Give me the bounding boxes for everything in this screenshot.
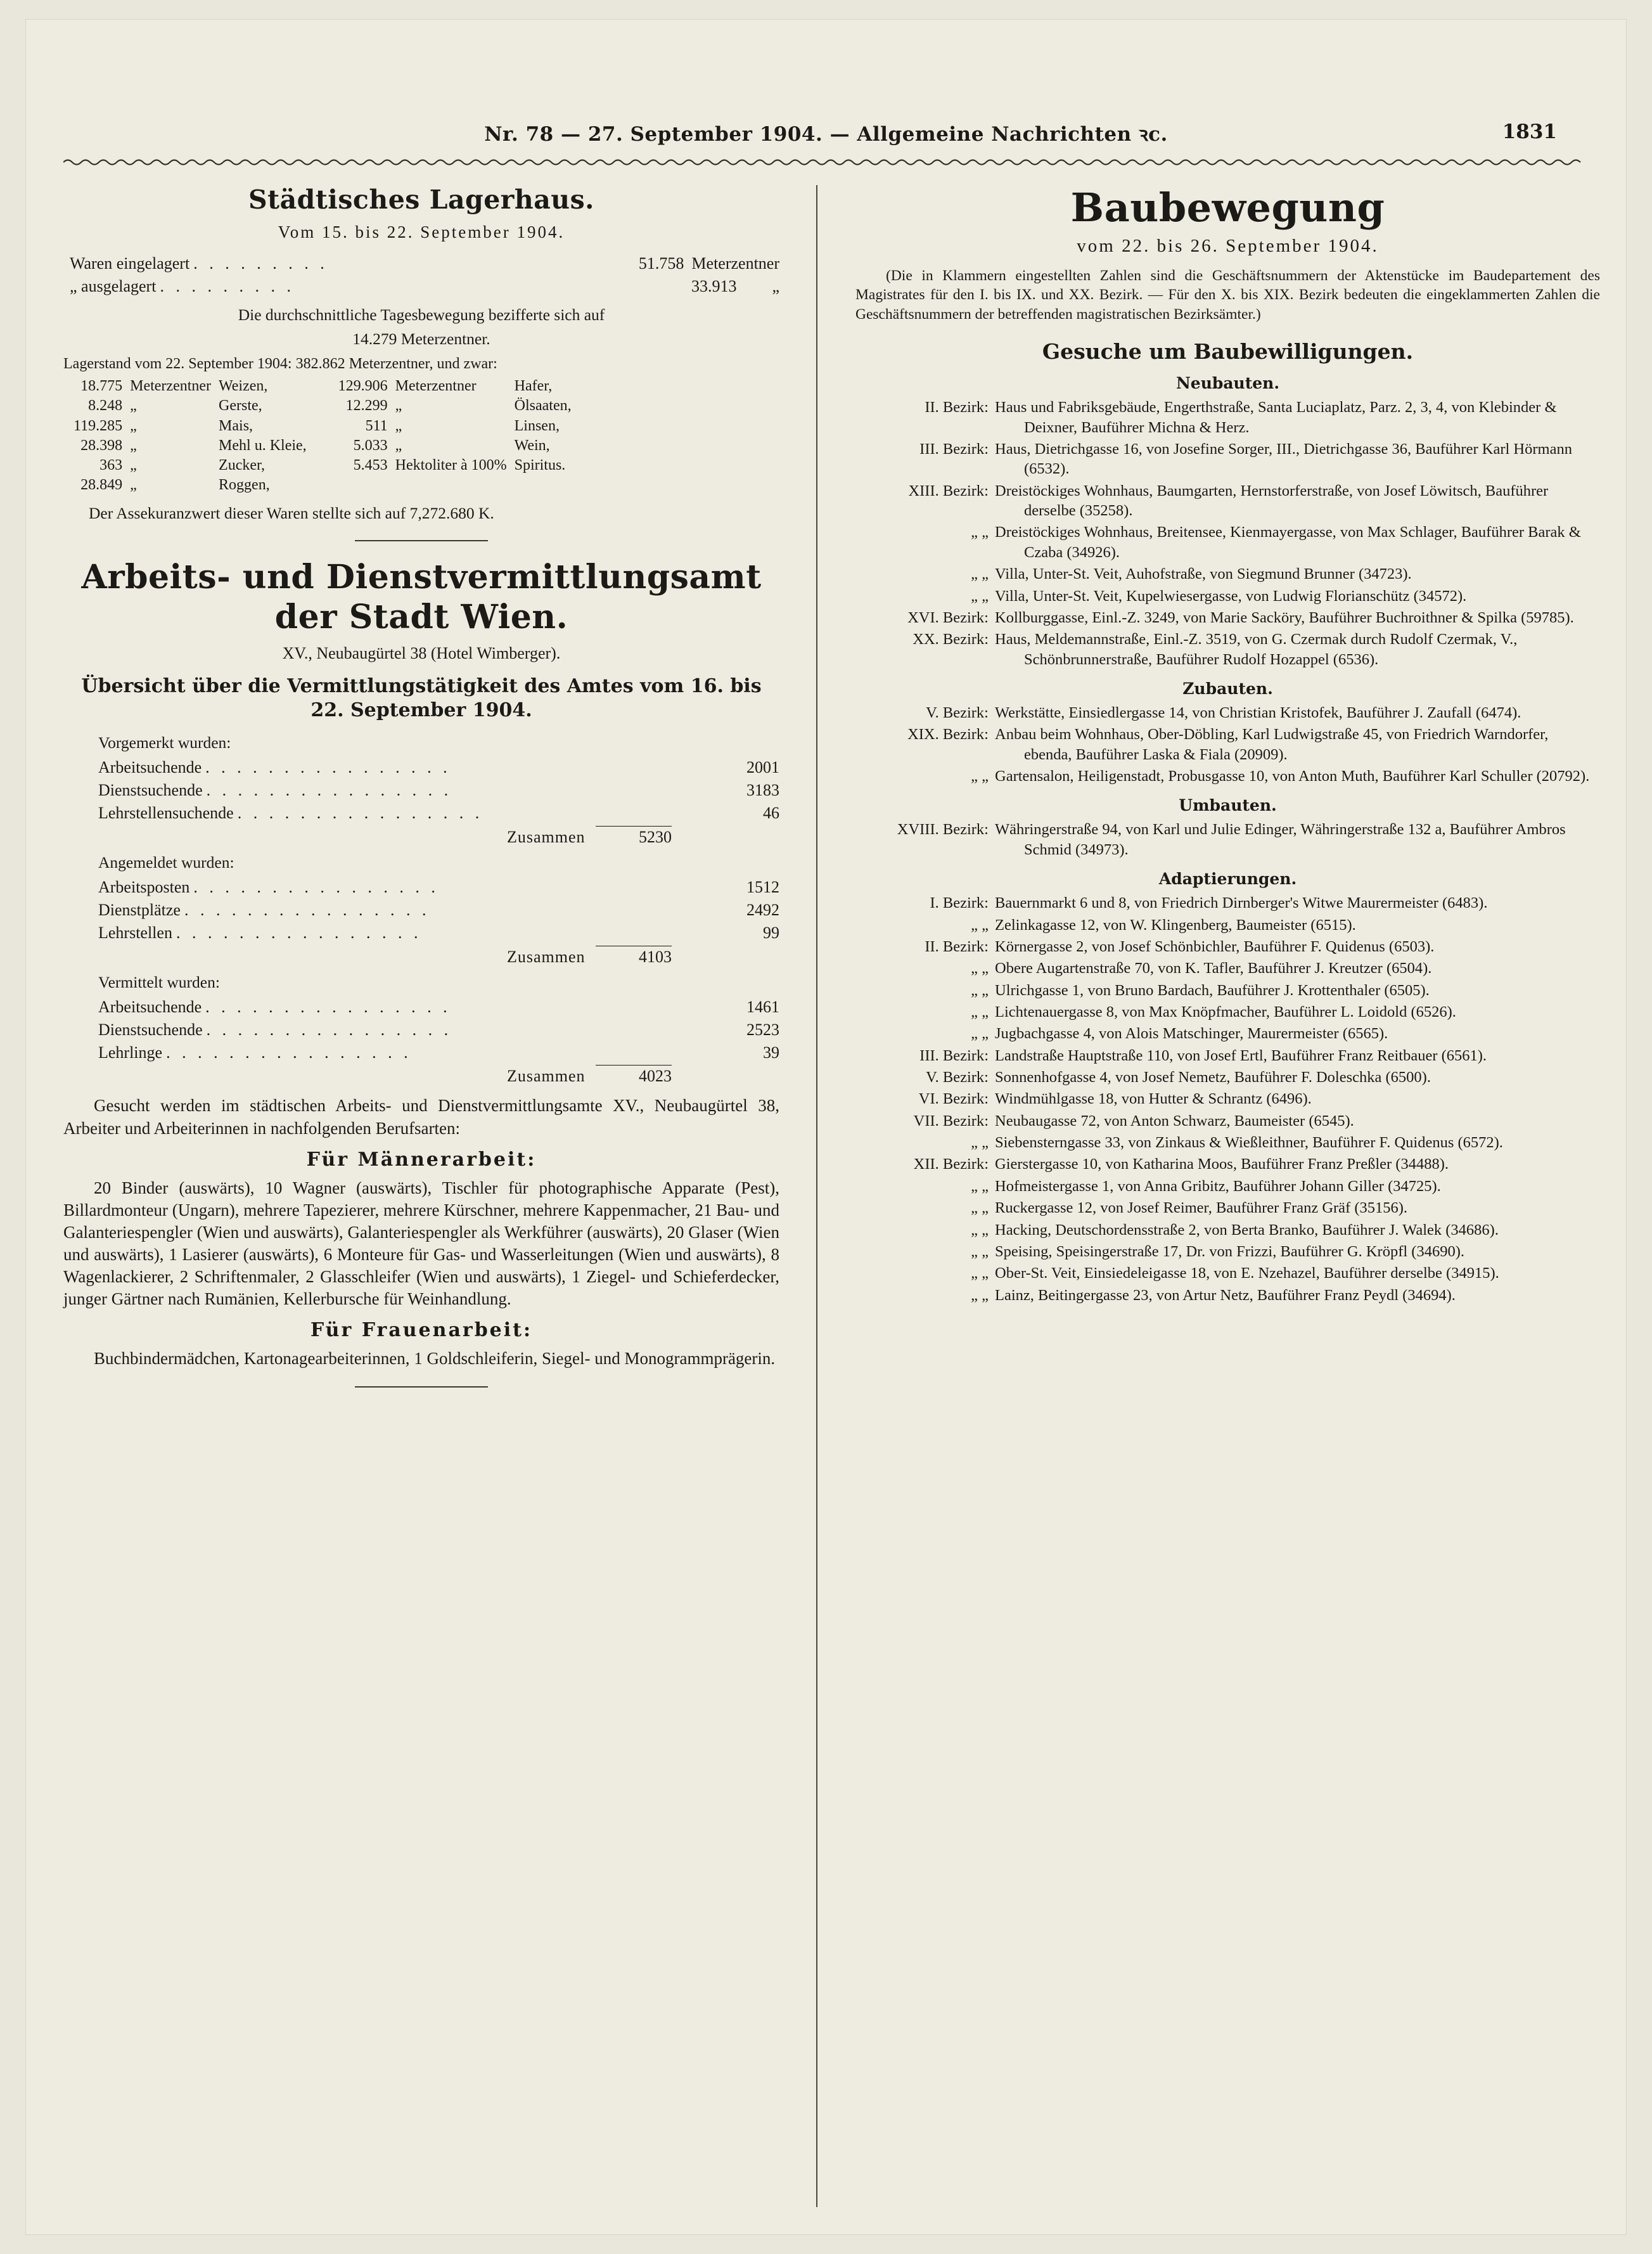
- entry-district: VII. Bezirk:: [913, 1112, 989, 1130]
- entry-text: Körnergasse 2, von Josef Schönbichler, Bauführer F. Quidenus (6503).: [995, 937, 1435, 955]
- header-wavy-rule: [63, 157, 1589, 166]
- column-divider: [816, 185, 817, 2207]
- dot-leader: . . . . . . . . . . . . . . . .: [205, 997, 451, 1016]
- entry-text: Siebensterngasse 33, von Zinkaus & Wießleithner, Bauführer F. Quidenus (6572).: [995, 1134, 1503, 1152]
- list-item: [855, 703, 1600, 723]
- section-divider-rule: [355, 540, 488, 541]
- dot-leader: . . . . . . . . .: [193, 254, 328, 273]
- cell-u1: „: [130, 417, 137, 434]
- stats-sum: [63, 946, 779, 967]
- stats-row: [63, 1041, 779, 1064]
- cell-u1: „: [130, 397, 137, 415]
- entry-list-zubauten: [855, 703, 1600, 786]
- list-item: [855, 724, 1600, 764]
- lagerhaus-title: Städtisches Lagerhaus.: [248, 184, 594, 215]
- stats-row-label: Arbeitsposten: [98, 878, 190, 897]
- stats-group: [63, 852, 779, 967]
- list-item: [855, 981, 1600, 1000]
- list-item: [855, 1024, 1600, 1043]
- dot-leader: . . . . . . . . . . . . . . . .: [166, 1043, 412, 1062]
- stats-row-value: 46: [763, 804, 779, 823]
- stats-row-value: 1512: [746, 878, 779, 897]
- entry-district: „ „: [971, 1003, 989, 1021]
- entry-text: Jugbachgasse 4, von Alois Matschinger, Maurermeister (6565).: [995, 1025, 1388, 1043]
- entry-text: Kollburggasse, Einl.-Z. 3249, von Marie Sacköry, Bauführer Buchroithner & Spilka (59785).: [995, 609, 1574, 626]
- stats-row-label: Dienstplätze: [98, 900, 181, 919]
- stats-row: [63, 922, 779, 944]
- entry-text: Hofmeistergasse 1, von Anna Gribitz, Bauführer Johann Giller (34725).: [995, 1177, 1441, 1195]
- dot-leader: . . . . . . . . . . . . . . . .: [176, 923, 422, 942]
- stats-row: [63, 802, 779, 825]
- entry-district: „ „: [971, 1265, 989, 1282]
- entry-text: Sonnenhofgasse 4, von Josef Nemetz, Bauführer F. Doleschka (6500).: [995, 1069, 1431, 1086]
- lagerhaus-stock-note: Lagerstand vom 22. September 1904: 382.862 Meterzentner, und zwar:: [63, 356, 497, 373]
- cell-n2: 5.033: [353, 437, 388, 454]
- section-divider-rule-bottom: [355, 1386, 488, 1388]
- stats-row: [63, 1019, 779, 1041]
- entry-district: „ „: [971, 1286, 989, 1304]
- entry-district: XIX. Bezirk:: [907, 726, 989, 744]
- table-row: [70, 456, 575, 475]
- list-item: [855, 608, 1600, 628]
- stats-row-label: Dienstsuchende: [98, 1020, 203, 1039]
- vermittlungsamt-overview-line1: Übersicht über die Vermittlungstätigkeit des Amtes vom 16. bis: [81, 675, 762, 698]
- page-header: [25, 120, 1627, 158]
- list-item: [855, 1089, 1600, 1109]
- paper-sheet: [25, 19, 1627, 2235]
- lagerhaus-insurance-note: Der Assekuranzwert dieser Waren stellte sich auf 7,272.680 K.: [89, 504, 494, 523]
- entry-district: „ „: [971, 1177, 989, 1195]
- stats-row-value: 2523: [746, 1020, 779, 1039]
- cell-g1: Mehl u. Kleie,: [219, 437, 307, 454]
- entry-district: XII. Bezirk:: [913, 1156, 989, 1173]
- lagerhaus-row-unit: Meterzentner: [691, 254, 779, 273]
- cell-g2: Hafer,: [514, 378, 553, 395]
- stats-row-value: 1461: [746, 997, 779, 1016]
- baubewegung-title: Baubewegung: [1070, 184, 1385, 231]
- table-row: [70, 377, 575, 396]
- stats-row-value: 99: [763, 923, 779, 942]
- cell-n2: 129.906: [338, 378, 388, 395]
- stats-row-value: 2492: [746, 900, 779, 919]
- list-item: [855, 629, 1600, 669]
- baubewegung-note: (Die in Klammern eingestellten Zahlen sind die Geschäftsnummern der Aktenstücke im Baudepartement des Magistrates für den I. bis IX. und XX. Bezirk. — Für den X. bis XIX. Bezirk bedeuten die eingeklammerten Zahlen die Geschäftsnummern der betreffenden magistratischen Bezirksämter.): [855, 267, 1600, 323]
- table-row: [70, 436, 575, 456]
- entry-list-adaptierungen: [855, 893, 1600, 1305]
- stats-sum-value: 5230: [596, 826, 672, 847]
- vermittlungsamt-title-line2: der Stadt Wien.: [274, 598, 568, 637]
- entry-district: „ „: [971, 960, 989, 977]
- list-item: [855, 522, 1600, 562]
- entry-text: Dreistöckiges Wohnhaus, Baumgarten, Hernstorferstraße, von Josef Löwitsch, Bauführer derselbe (35258).: [995, 482, 1549, 520]
- entry-district: „ „: [971, 524, 989, 541]
- entry-text: Speising, Speisingerstraße 17, Dr. von Frizzi, Bauführer G. Kröpfl (34690).: [995, 1242, 1464, 1260]
- stats-row-label: Dienstsuchende: [98, 781, 203, 800]
- entry-text: Gartensalon, Heiligenstadt, Probusgasse 10, von Anton Muth, Bauführer Karl Schuller (20792).: [995, 768, 1590, 785]
- entry-district: II. Bezirk:: [925, 399, 989, 416]
- stats-group: [63, 972, 779, 1086]
- women-work-heading: Für Frauenarbeit:: [310, 1319, 533, 1342]
- entry-text: Windmühlgasse 18, von Hutter & Schrantz (6496).: [995, 1090, 1312, 1108]
- cell-n1: 28.849: [80, 477, 123, 494]
- list-item: [855, 586, 1600, 606]
- entry-text: Ulrichgasse 1, von Bruno Bardach, Bauführer J. Krottenthaler (6505).: [995, 981, 1430, 999]
- list-item: [855, 1176, 1600, 1196]
- entry-text: Neubaugasse 72, von Anton Schwarz, Baumeister (6545).: [995, 1112, 1354, 1130]
- entry-district: „ „: [971, 1242, 989, 1260]
- entry-district: „ „: [971, 916, 989, 934]
- page-number: 1831: [1502, 120, 1557, 143]
- cell-n2: 5.453: [353, 456, 388, 473]
- list-item: [855, 439, 1600, 479]
- lagerhaus-subtitle: Vom 15. bis 22. September 1904.: [278, 222, 565, 242]
- entry-district: XVIII. Bezirk:: [897, 821, 989, 839]
- entry-text: Haus, Meldemannstraße, Einl.-Z. 3519, von G. Czermak durch Rudolf Czermak, V., Schönbrunnerstraße, Bauführer Rudolf Hozappel (6536).: [995, 631, 1518, 668]
- list-item: [855, 1002, 1600, 1022]
- list-item: [855, 1220, 1600, 1240]
- list-item: [855, 893, 1600, 913]
- cell-g1: Weizen,: [219, 378, 268, 395]
- entry-district: „ „: [971, 565, 989, 583]
- entry-text: Ruckergasse 12, von Josef Reimer, Bauführer Franz Gräf (35156).: [995, 1199, 1408, 1217]
- vermittlungsamt-title-line1: Arbeits- und Dienstvermittlungsamt: [81, 558, 762, 597]
- stats-sum: [63, 1065, 779, 1086]
- list-item: [855, 1154, 1600, 1174]
- right-column: [855, 181, 1600, 2216]
- subsection-heading-adaptierungen: Adaptierungen.: [1158, 870, 1297, 889]
- entry-district: „ „: [971, 1025, 989, 1043]
- baubewegung-section-heading: Gesuche um Baubewilligungen.: [1042, 339, 1414, 364]
- dot-leader: . . . . . . . . . . . . . . . .: [184, 900, 430, 919]
- entry-district: „ „: [971, 587, 989, 605]
- cell-n1: 363: [99, 456, 123, 473]
- list-item: [855, 820, 1600, 860]
- entry-text: Währingerstraße 94, von Karl und Julie Edinger, Währingerstraße 132 a, Bauführer Ambros Schmid (34973).: [995, 821, 1566, 858]
- lagerhaus-row-unit: „: [772, 276, 779, 295]
- dot-leader: . . . . . . . . . . . . . . . .: [205, 758, 451, 777]
- cell-u2: „: [395, 437, 402, 454]
- table-row: [70, 475, 575, 495]
- entry-district: II. Bezirk:: [925, 937, 989, 955]
- cell-u2: „: [395, 417, 402, 434]
- entry-text: Haus und Fabriksgebäude, Engerthstraße, Santa Luciaplatz, Parz. 2, 3, 4, von Klebinder & Deixner, Bauführer Michna & Herz.: [995, 399, 1557, 436]
- entry-list-umbauten: [855, 820, 1600, 860]
- stats-group-heading: Vermittelt wurden:: [98, 972, 220, 991]
- table-row: [70, 416, 575, 436]
- list-item: [855, 397, 1600, 437]
- entry-district: „ „: [971, 1199, 989, 1217]
- cell-u2: [392, 475, 511, 495]
- entry-text: Werkstätte, Einsiedlergasse 14, von Christian Kristofek, Bauführer J. Zaufall (6474).: [995, 704, 1521, 721]
- stats-sum: [63, 826, 779, 847]
- stats-row: [63, 996, 779, 1019]
- stats-row-value: 39: [763, 1043, 779, 1062]
- entry-district: V. Bezirk:: [926, 1069, 989, 1086]
- entry-text: Obere Augartenstraße 70, von K. Tafler, Bauführer J. Kreutzer (6504).: [995, 960, 1432, 977]
- list-item: [855, 766, 1600, 786]
- entry-text: Anbau beim Wohnhaus, Ober-Döbling, Karl Ludwigstraße 45, von Friedrich Warndorfer, ebenda, Bauführer Laska & Fiala (20909).: [995, 726, 1549, 763]
- entry-text: Villa, Unter-St. Veit, Kupelwiesergasse, von Ludwig Florianschütz (34572).: [995, 587, 1467, 605]
- entry-district: „ „: [971, 981, 989, 999]
- table-row: [70, 396, 575, 416]
- list-item: [855, 937, 1600, 956]
- entry-district: V. Bezirk:: [926, 704, 989, 721]
- entry-text: Lainz, Beitingergasse 23, von Artur Netz, Bauführer Franz Peydl (34694).: [995, 1286, 1456, 1304]
- entry-district: III. Bezirk:: [919, 441, 989, 458]
- cell-u2: Hektoliter à 100%: [395, 456, 507, 473]
- cell-g2: Spiritus.: [514, 456, 566, 473]
- list-item: [855, 915, 1600, 935]
- cell-g2: [511, 475, 575, 495]
- dot-leader: . . . . . . . . . . . . . . . .: [237, 804, 483, 823]
- lagerhaus-row: [63, 275, 779, 298]
- entry-text: Villa, Unter-St. Veit, Auhofstraße, von Siegmund Brunner (34723).: [995, 565, 1412, 583]
- entry-list-neubauten: [855, 397, 1600, 669]
- entry-district: XIII. Bezirk:: [908, 482, 989, 499]
- stats-row: [63, 779, 779, 802]
- stats-row-value: 2001: [746, 758, 779, 777]
- stats-row: [63, 899, 779, 922]
- cell-n1: 8.248: [88, 397, 123, 415]
- cell-n2: 511: [365, 417, 388, 434]
- entry-district: VI. Bezirk:: [918, 1090, 989, 1108]
- lagerhaus-row-label: „ ausgelagert: [70, 276, 157, 295]
- baubewegung-subtitle: vom 22. bis 26. September 1904.: [1077, 236, 1379, 256]
- entry-text: Bauernmarkt 6 und 8, von Friedrich Dirnberger's Witwe Maurermeister (6483).: [995, 894, 1488, 912]
- cell-n2: 12.299: [345, 397, 388, 415]
- entry-text: Landstraße Hauptstraße 110, von Josef Ertl, Bauführer Franz Reitbauer (6561).: [995, 1046, 1487, 1064]
- lagerhaus-row-value: 33.913: [691, 276, 737, 295]
- cell-n1: 28.398: [80, 437, 123, 454]
- stats-row: [63, 876, 779, 899]
- lagerhaus-average-line-2: 14.279 Meterzentner.: [352, 329, 490, 348]
- lagerhaus-row: [63, 252, 779, 275]
- entry-text: Ober-St. Veit, Einsiedeleigasse 18, von E. Nzehazel, Bauführer derselbe (34915).: [995, 1265, 1499, 1282]
- cell-n1: 119.285: [74, 417, 123, 434]
- subsection-heading-neubauten: Neubauten.: [1175, 374, 1280, 393]
- vermittlungsamt-overview-line2: 22. September 1904.: [311, 699, 532, 721]
- lagerhaus-average-line-1: Die durchschnittliche Tagesbewegung bezifferte sich auf: [238, 305, 605, 324]
- stats-group-heading: Vorgemerkt wurden:: [98, 733, 231, 752]
- dot-leader: . . . . . . . . . . . . . . . .: [206, 781, 452, 800]
- stats-row-label: Arbeitsuchende: [98, 758, 202, 777]
- entry-district: „ „: [971, 1221, 989, 1239]
- entry-district: „ „: [971, 768, 989, 785]
- stats-group-heading: Angemeldet wurden:: [98, 853, 234, 872]
- cell-n2: [335, 475, 392, 495]
- stats-row-label: Lehrlinge: [98, 1043, 163, 1062]
- list-item: [855, 1242, 1600, 1261]
- list-item: [855, 1198, 1600, 1218]
- stats-group: [63, 732, 779, 847]
- list-item: [855, 1133, 1600, 1152]
- lagerhaus-row-value: 51.758: [638, 254, 684, 273]
- stats-row: [63, 756, 779, 779]
- cell-g1: Roggen,: [219, 477, 270, 494]
- cell-u1: „: [130, 437, 137, 454]
- entry-district: III. Bezirk:: [919, 1046, 989, 1064]
- list-item: [855, 481, 1600, 521]
- cell-u2: „: [395, 397, 402, 415]
- stats-sum-label: Zusammen: [506, 947, 586, 966]
- entry-text: Hacking, Deutschordensstraße 2, von Berta Branko, Bauführer J. Walek (34686).: [995, 1221, 1499, 1239]
- lagerhaus-stock-table: [70, 377, 575, 495]
- dot-leader: . . . . . . . . . . . . . . . .: [206, 1020, 452, 1039]
- subsection-heading-umbauten: Umbauten.: [1179, 796, 1277, 815]
- men-work-heading: Für Männerarbeit:: [306, 1148, 537, 1171]
- lagerhaus-row-label: Waren eingelagert: [70, 254, 190, 273]
- list-item: [855, 1263, 1600, 1283]
- list-item: [855, 564, 1600, 584]
- cell-n1: 18.775: [80, 378, 123, 395]
- cell-u2: Meterzentner: [395, 378, 477, 395]
- entry-district: XX. Bezirk:: [912, 631, 989, 648]
- list-item: [855, 958, 1600, 978]
- entry-text: Haus, Dietrichgasse 16, von Josefine Sorger, III., Dietrichgasse 36, Bauführer Karl Hörmann (6532).: [995, 441, 1572, 478]
- entry-district: I. Bezirk:: [930, 894, 989, 912]
- subsection-heading-zubauten: Zubauten.: [1182, 679, 1273, 698]
- cell-g2: Ölsaaten,: [514, 397, 572, 415]
- cell-u1: „: [130, 477, 137, 494]
- dot-leader: . . . . . . . . . . . . . . . .: [193, 878, 439, 897]
- vermittlungsamt-address: XV., Neubaugürtel 38 (Hotel Wimberger).: [282, 644, 561, 663]
- entry-district: „ „: [971, 1134, 989, 1152]
- list-item: [855, 1285, 1600, 1305]
- cell-g2: Linsen,: [514, 417, 560, 434]
- entry-text: Gierstergasse 10, von Katharina Moos, Bauführer Franz Preßler (34488).: [995, 1156, 1449, 1173]
- stats-sum-value: 4023: [596, 1065, 672, 1086]
- entry-text: Lichtenauergasse 8, von Max Knöpfmacher, Bauführer L. Loidold (6526).: [995, 1003, 1456, 1021]
- stats-sum-value: 4103: [596, 946, 672, 967]
- cell-g2: Wein,: [514, 437, 550, 454]
- entry-text: Dreistöckiges Wohnhaus, Breitensee, Kienmayergasse, von Max Schlager, Bauführer Barak & Czaba (34926).: [995, 524, 1581, 561]
- cell-u1: „: [130, 456, 137, 473]
- women-work-text: Buchbindermädchen, Kartonagearbeiterinnen, 1 Goldschleiferin, Siegel- und Monogrammprägerin.: [94, 1349, 776, 1368]
- list-item: [855, 1067, 1600, 1087]
- vermittlungsamt-body-paragraph: Gesucht werden im städtischen Arbeits- und Dienstvermittlungsamte XV., Neubaugürtel 38, Arbeiter und Arbeiterinnen in nachfolgenden Berufsarten:: [63, 1096, 779, 1138]
- stats-row-value: 3183: [746, 781, 779, 800]
- issue-line: Nr. 78 — 27. September 1904. — Allgemeine Nachrichten ꝛc.: [484, 123, 1168, 146]
- cell-g1: Gerste,: [219, 397, 262, 415]
- cell-g1: Zucker,: [219, 456, 266, 473]
- stats-sum-label: Zusammen: [506, 1067, 586, 1086]
- entry-text: Zelinkagasse 12, von W. Klingenberg, Baumeister (6515).: [995, 916, 1356, 934]
- stats-row-label: Arbeitsuchende: [98, 997, 202, 1016]
- list-item: [855, 1111, 1600, 1131]
- entry-district: XVI. Bezirk:: [907, 609, 989, 626]
- stats-sum-label: Zusammen: [506, 827, 586, 846]
- stats-row-label: Lehrstellensuchende: [98, 804, 234, 823]
- men-work-text: 20 Binder (auswärts), 10 Wagner (auswärts), Tischler für photographische Apparate (Pest), Billardmonteur (Ungarn), mehrere Tapezierer, mehrere Kürschner, mehrere Kappenmacher, 21 Bau- und Galanteriespengler (Wien und auswärts), Galanteriespengler als Werkführer (auswärts), 20 Glaser (Wien und auswärts), 1 Lasierer (auswärts), 6 Monteure für Gas- und Wasserleitungen (Wien und auswärts), 8 Wagenlackierer, 2 Schriftenmaler, 2 Glasschleifer (Wien und auswärts), 1 Ziegel- und Schieferdecker, junger Gärtner nach Rumänien, Kellerbursche für Weinhandlung.: [63, 1178, 779, 1309]
- dot-leader: . . . . . . . . .: [160, 276, 295, 295]
- stats-row-label: Lehrstellen: [98, 923, 172, 942]
- list-item: [855, 1046, 1600, 1066]
- left-column: [63, 181, 779, 2216]
- cell-g1: Mais,: [219, 417, 253, 434]
- cell-u1: Meterzentner: [130, 378, 212, 395]
